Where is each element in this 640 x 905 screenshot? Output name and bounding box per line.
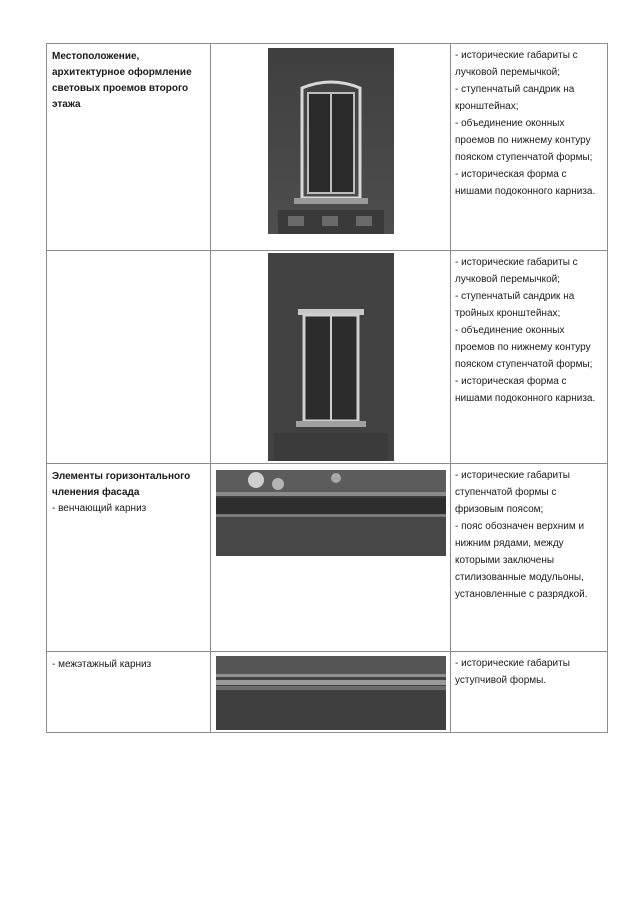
description-item: - пояс обозначен верхним и нижним рядами, между которыми заключены стилизованные модульоны, установленные с разрядкой. [455, 521, 588, 600]
element-cell [47, 464, 211, 652]
photo-cell [211, 652, 451, 733]
interfloor-cornice-photo [216, 656, 446, 730]
table-row [47, 251, 608, 464]
crowning-cornice-photo [216, 470, 446, 556]
description-item: - историческая форма с нишами подоконного карниза. [455, 376, 596, 404]
description-item: - объединение оконных проемов по нижнему контуру пояском ступенчатой формы; [455, 118, 593, 163]
element-title: Местоположение, архитектурное оформление световых проемов второго этажа [52, 51, 192, 110]
heritage-facade-table [46, 43, 608, 733]
description-cell [451, 464, 608, 652]
element-subtitle: - венчающий карниз [52, 503, 147, 514]
description-item: - ступенчатый сандрик на тройных кронштейнах; [455, 291, 575, 319]
description-item: - ступенчатый сандрик на кронштейнах; [455, 84, 575, 112]
description-item: - исторические габариты ступенчатой формы с фризовым поясом; [455, 470, 570, 515]
element-cell [47, 251, 211, 464]
photo-cell [211, 464, 451, 652]
description-item: - исторические габариты с лучковой перемычкой; [455, 50, 578, 78]
table-row [47, 652, 608, 733]
window-facade-photo [268, 253, 394, 461]
description-item: - исторические габариты с лучковой перемычкой; [455, 257, 578, 285]
photo-cell [211, 44, 451, 251]
element-title: Элементы горизонтального членения фасада [52, 471, 191, 498]
description-item: - исторические габариты уступчивой формы. [455, 658, 570, 686]
element-cell [47, 44, 211, 251]
table-row [47, 44, 608, 251]
description-cell [451, 251, 608, 464]
description-item: - объединение оконных проемов по нижнему контуру пояском ступенчатой формы; [455, 325, 593, 370]
photo-cell [211, 251, 451, 464]
description-cell [451, 652, 608, 733]
table-row [47, 464, 608, 652]
description-cell [451, 44, 608, 251]
element-subtitle: - межэтажный карниз [52, 659, 152, 670]
element-cell [47, 652, 211, 733]
window-facade-photo [268, 48, 394, 234]
description-item: - историческая форма с нишами подоконного карниза. [455, 169, 596, 197]
